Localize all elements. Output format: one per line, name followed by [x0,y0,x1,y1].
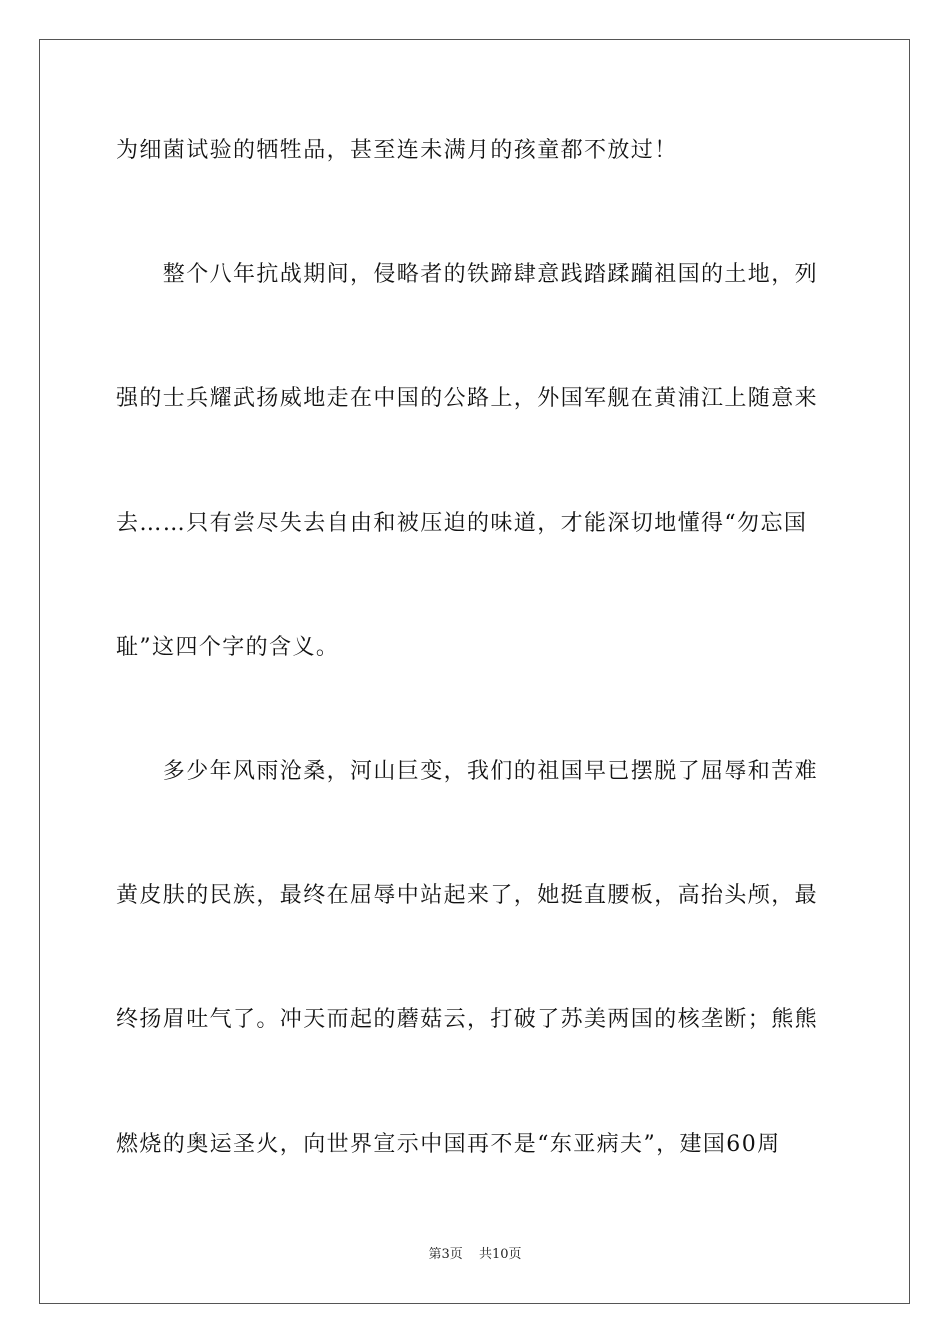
text-line: 黄皮肤的民族，最终在屈辱中站起来了，她挺直腰板，高抬头颅，最 [116,883,819,908]
text-line: 强的士兵耀武扬威地走在中国的公路上，外国军舰在黄浦江上随意来 [116,386,819,411]
page-total: 共10页 [478,1247,522,1262]
text-line: 为细菌试验的牺牲品，甚至连未满月的孩童都不放过！ [116,138,678,163]
page-border [39,39,910,1304]
text-line: 整个八年抗战期间，侵略者的铁蹄肆意践踏蹂躏祖国的土地，列 [116,262,819,287]
page-footer [0,1246,950,1264]
page-number: 第3页 [428,1247,463,1262]
text-line: 燃烧的奥运圣火，向世界宣示中国再不是“东亚病夫”，建国60周 [116,1132,781,1157]
text-line: 去……只有尝尽失去自由和被压迫的味道，才能深切地懂得“勿忘国 [116,511,808,536]
text-line: 多少年风雨沧桑，河山巨变，我们的祖国早已摆脱了屈辱和苦难 [116,759,819,784]
text-line: 耻”这四个字的含义。 [116,635,340,660]
text-line: 终扬眉吐气了。冲天而起的蘑菇云，打破了苏美两国的核垄断；熊熊 [116,1007,819,1032]
